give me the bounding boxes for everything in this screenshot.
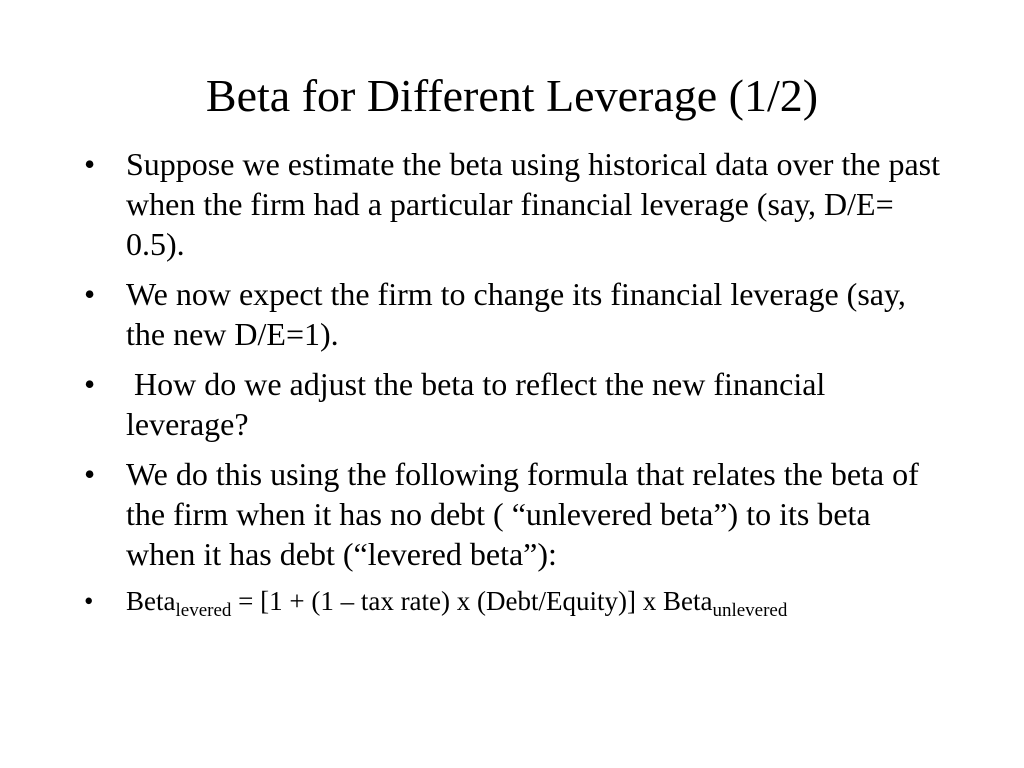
list-item <box>84 364 944 444</box>
list-item <box>84 274 944 354</box>
bullet-point-icon: • <box>84 456 96 492</box>
bullet-text: Suppose we estimate the beta using historical data over the past when the firm had a particular financial leverage (say, D/E= 0.5). <box>126 146 940 262</box>
bullet-text: How do we adjust the beta to reflect the new financial leverage? <box>126 366 834 442</box>
list-item <box>84 454 944 574</box>
formula-beta-label-2: Beta <box>662 586 713 616</box>
bullet-list <box>84 144 944 628</box>
formula-beta-label: Beta <box>126 586 176 616</box>
slide-title: Beta for Different Leverage (1/2) <box>205 70 819 121</box>
formula-unlevered-subscript: unlevered <box>712 600 788 621</box>
formula-expression: = [1 + (1 – tax rate) x (Debt/Equity)] x <box>231 586 663 616</box>
bullet-point-icon: • <box>84 586 94 616</box>
formula-item <box>84 584 944 621</box>
formula-levered-subscript: levered <box>175 600 232 621</box>
bullet-point-icon: • <box>84 276 96 312</box>
bullet-point-icon: • <box>84 146 96 182</box>
list-item <box>84 144 944 264</box>
bullet-text: We now expect the firm to change its financial leverage (say, the new D/E=1). <box>126 276 906 352</box>
bullet-point-icon: • <box>84 366 96 402</box>
bullet-text: We do this using the following formula that relates the beta of the firm when it has no debt ( “unlevered beta”) to its beta when it has debt (“levered beta”): <box>126 456 919 572</box>
